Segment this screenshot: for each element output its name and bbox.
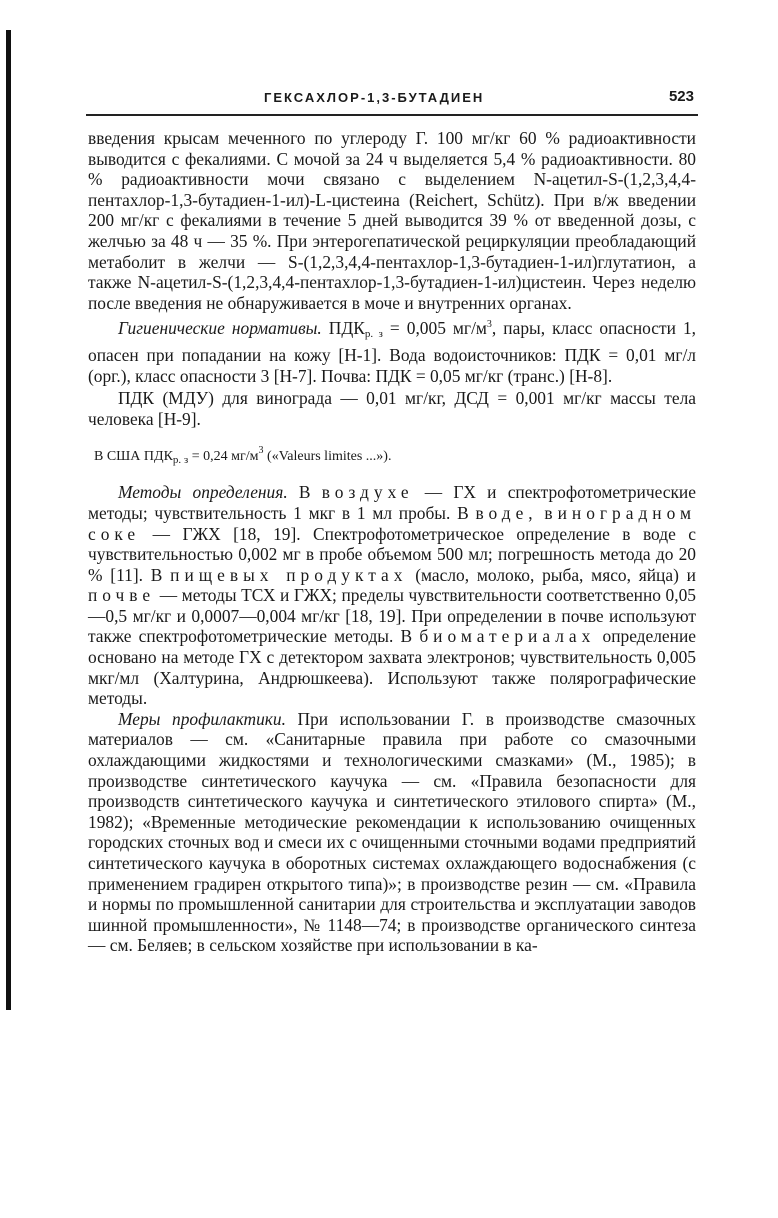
text-fragment: — методы ТСХ и ГЖХ; пределы чувствительности соответственно 0,05—0,5 мг/кг и 0,0007—0,004 мг/кг [18, 19]. При определении в почве используют также спектрофотометрические методы. В <box>88 585 696 647</box>
paragraph-usa-limit <box>88 441 696 470</box>
text-fragment: В США ПДК <box>94 449 173 465</box>
spaced-term-water: воде, <box>475 502 538 523</box>
superscript: 3 <box>486 319 492 331</box>
spaced-term-biomaterials: биоматериалах <box>419 626 596 647</box>
paragraph-metabolism: введения крысам меченного по углероду Г. 100 мг/кг 60 % радиоактивности выводится с фекалиями. С мочой за 24 ч выделяется 5,4 % радиоактивности. 80 % радиоактивности мочи связано с выделением N-ацетил-S-(1,2,3,4,4-пентахлор-1,3-бутадиен-1-ил)-L-цистеина (Reichert, Schütz). При в/ж введении 200 мг/кг с фекалиями в течение 5 дней выводится 39 % от введенной дозы, с желчью за 48 ч — 35 %. При энтерогепатической рециркуляции преобладающий метаболит в желчи — S-(1,2,3,4,4-пентахлор-1,3-бутадиен-1-ил)глутатион, а также N-ацетил-S-(1,2,3,4,4-пентахлор-1,3-бутадиен-1-ил)цистеин. Через неделю после введения не обнаруживается в моче и внутренних органах. <box>88 128 696 313</box>
text-fragment: определение основано на методе ГХ с детектором захвата электронов; чувствительность 0,005 мкг/мл (Халтурина, Андрюшкеева). Используют также полярографические методы. <box>88 626 696 709</box>
page-header <box>86 88 698 116</box>
subscript: р. з <box>172 454 189 467</box>
section-lead-methods: Методы определения. <box>118 482 288 503</box>
text-fragment: = 0,005 мг/м <box>389 318 487 339</box>
text-fragment: В <box>298 482 311 503</box>
superscript: 3 <box>258 445 264 457</box>
text-fragment: (масло, молоко, рыба, мясо, яйца) и <box>415 564 696 585</box>
text-fragment: — ГХ и спектрофотометрические методы; чувствительность 1 мкг в 1 мл пробы. В <box>88 482 696 523</box>
subscript: р. з <box>364 328 383 341</box>
text-fragment: При использовании Г. в производстве смазочных материалов — см. «Санитарные правила при работе со смазочными охлаждающими жидкостями и технологическими смазками» (М., 1985); в производстве синтетического каучука — см. «Правила безопасности для производств синтетического каучука и синтетического этилового спирта» (М., 1982); «Временные методические рекомендации к использованию очищенных городских сточных вод и смеси их с очищенными сточными водами предприятий синтетического каучука в оборотных системах охлаждающего водоснабжения (с применением градирен открытого типа)»; в производстве резин — см. «Правила и нормы по промышленной санитарии для строительства и эксплуатации заводов шинной промышленности», № 1148—74; в производстве органического синтеза — см. Беляев; в сельском хозяйстве при использовании в ка- <box>88 708 696 956</box>
page-edge-shadow <box>6 30 11 1010</box>
spaced-term-air: воздухе <box>321 482 414 503</box>
running-title: ГЕКСАХЛОР-1,3-БУТАДИЕН <box>264 90 485 105</box>
text-fragment: ПДК <box>328 318 365 339</box>
page-body <box>88 128 696 956</box>
paragraph-prevention <box>88 709 696 956</box>
paragraph-methods <box>88 482 696 709</box>
spaced-term-food: пищевых продуктах <box>170 564 408 585</box>
section-lead-hygiene: Гигиенические нормативы. <box>118 318 322 339</box>
spaced-term-grape-juice: виноградном соке <box>88 502 696 544</box>
text-fragment: — ГЖХ [18, 19]. Спектрофотометрическое определение в воде с чувствительностью 0,002 мг в пробе объемом 500 мл; погрешность метода до 20 % [11]. В <box>88 523 696 585</box>
paragraph-hygiene-norms <box>88 315 696 386</box>
section-lead-prevention: Меры профилактики. <box>118 708 286 729</box>
spaced-term-soil: почве <box>88 585 156 606</box>
text-fragment: = 0,24 мг/м <box>191 449 259 465</box>
text-fragment: , пары, класс опасности 1, опасен при попадании на кожу [Н-1]. Вода водоисточников: ПДК = 0,01 мг/л (орг.), класс опасности 3 [Н-7]. Почва: ПДК = 0,05 мг/кг (транс.) [Н-8]. <box>88 318 696 386</box>
text-fragment: («Valeurs limites ...»). <box>263 449 392 465</box>
page-number: 523 <box>668 88 694 105</box>
paragraph-mdu: ПДК (МДУ) для винограда — 0,01 мг/кг, ДСД = 0,001 мг/кг массы тела человека [Н-9]. <box>88 388 696 429</box>
